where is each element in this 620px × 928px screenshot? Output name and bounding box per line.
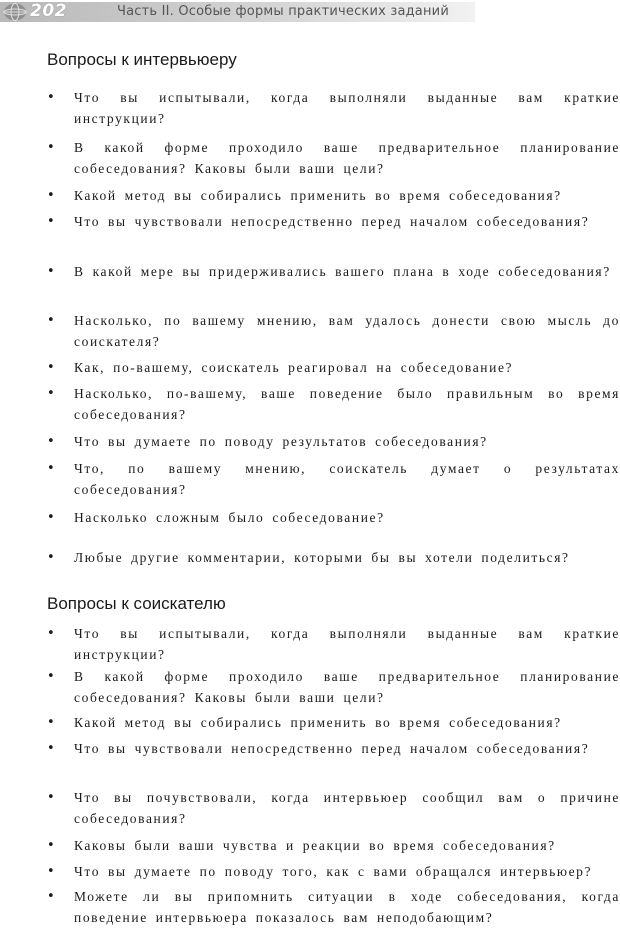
question-text: Каковы были ваши чувства и реакции во время собеседования? xyxy=(74,838,556,853)
question-text: Что вы испытывали, когда выполняли выданные вам краткие инструкции? xyxy=(74,90,620,126)
question-text: Какой метод вы собирались применить во время собеседования? xyxy=(74,188,562,203)
bullet: • xyxy=(47,838,55,853)
page-number: 202 xyxy=(30,1,67,21)
question-text: Что вы чувствовали непосредственно перед началом собеседования? xyxy=(74,214,590,229)
question-text: Любые другие комментарии, которыми бы вы хотели поделиться? xyxy=(74,550,570,565)
question-text: Что вы почувствовали, когда интервьюер сообщил вам о причине собеседования? xyxy=(74,790,620,826)
bullet: • xyxy=(47,386,55,401)
question-text: Что вы думаете по поводу результатов собеседования? xyxy=(74,434,488,449)
bullet: • xyxy=(47,461,55,476)
question-text: Насколько сложным было собеседование? xyxy=(74,510,385,525)
bullet: • xyxy=(47,188,55,203)
question-text: Что, по вашему мнению, соискатель думает о результатах собеседования? xyxy=(74,461,620,497)
bullet: • xyxy=(47,313,55,328)
bullet: • xyxy=(47,790,55,805)
bullet: • xyxy=(47,715,55,730)
bullet: • xyxy=(47,434,55,449)
bullet: • xyxy=(47,264,55,279)
globe-icon xyxy=(2,2,28,22)
running-head: Часть II. Особые формы практических заданий xyxy=(117,4,449,19)
bullet: • xyxy=(47,510,55,525)
question-text: Можете ли вы припомнить ситуации в ходе собеседования, когда поведение интервьюера показалось вам неподобающим? xyxy=(74,889,620,925)
question-text: Что вы думаете по поводу того, как с вами обращался интервьюер? xyxy=(74,864,593,879)
bullet: • xyxy=(47,90,55,105)
question-text: Что вы испытывали, когда выполняли выданные вам краткие инструкции? xyxy=(74,626,620,662)
question-text: В какой форме проходило ваше предварительное планирование собеседования? Каковы были ваши цели? xyxy=(74,140,620,176)
bullet: • xyxy=(47,140,55,155)
bullet: • xyxy=(47,214,55,229)
question-text: Насколько, по вашему мнению, вам удалось донести свою мысль до соискателя? xyxy=(74,313,620,349)
question-text: Насколько, по-вашему, ваше поведение было правильным во время собеседования? xyxy=(74,386,620,422)
bullet: • xyxy=(47,889,55,904)
section-title-candidate: Вопросы к соискателю xyxy=(47,594,226,613)
bullet: • xyxy=(47,360,55,375)
section-title-interviewer: Вопросы к интервьюеру xyxy=(47,50,237,69)
bullet: • xyxy=(47,626,55,641)
bullet: • xyxy=(47,741,55,756)
bullet: • xyxy=(47,669,55,684)
question-text: Какой метод вы собирались применить во время собеседования? xyxy=(74,715,562,730)
bullet: • xyxy=(47,550,55,565)
question-text: В какой форме проходило ваше предварительное планирование собеседования? Каковы были ваши цели? xyxy=(74,669,620,705)
question-text: Что вы чувствовали непосредственно перед началом собеседования? xyxy=(74,741,590,756)
question-text: В какой мере вы придерживались вашего плана в ходе собеседования? xyxy=(74,264,611,279)
question-text: Как, по-вашему, соискатель реагировал на собеседование? xyxy=(74,360,514,375)
page-header xyxy=(0,0,620,24)
bullet: • xyxy=(47,864,55,879)
